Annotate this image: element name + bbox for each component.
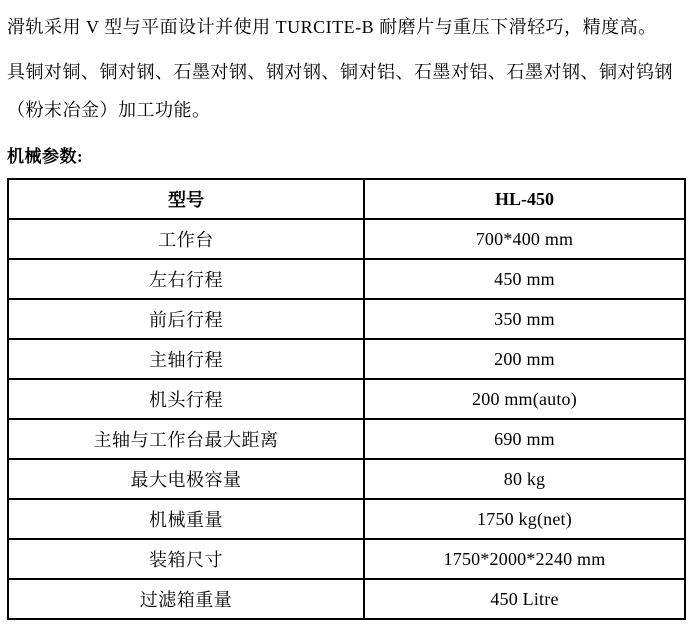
intro-paragraph-slide-rail: 滑轨采用 V 型与平面设计并使用 TURCITE-B 耐磨片与重压下滑轻巧，精度高。 (7, 17, 657, 37)
table-row (8, 419, 685, 459)
param-cell: 最大电极容量 (8, 459, 364, 499)
value-cell: 450 Litre (364, 579, 685, 619)
table-row (8, 219, 685, 259)
table-row (8, 379, 685, 419)
table-row (8, 299, 685, 339)
value-cell: 700*400 mm (364, 219, 685, 259)
spec-table (7, 178, 686, 620)
table-row (8, 459, 685, 499)
value-cell: 350 mm (364, 299, 685, 339)
intro-paragraph-materials: 具铜对铜、铜对钢、石墨对钢、钢对钢、铜对铝、石墨对铝、石墨对钢、铜对钨钢（粉末冶金）加工功能。 (7, 62, 673, 120)
param-cell: 主轴与工作台最大距离 (8, 419, 364, 459)
value-cell: 690 mm (364, 419, 685, 459)
param-cell: 机械重量 (8, 499, 364, 539)
param-cell: 工作台 (8, 219, 364, 259)
table-header-row (8, 179, 685, 219)
table-row (8, 539, 685, 579)
value-cell: 450 mm (364, 259, 685, 299)
param-cell: 左右行程 (8, 259, 364, 299)
param-cell: 前后行程 (8, 299, 364, 339)
value-cell: 200 mm(auto) (364, 379, 685, 419)
header-cell-model-label: 型号 (8, 179, 364, 219)
param-cell: 主轴行程 (8, 339, 364, 379)
table-row (8, 499, 685, 539)
param-cell: 装箱尺寸 (8, 539, 364, 579)
value-cell: 1750*2000*2240 mm (364, 539, 685, 579)
value-cell: 1750 kg(net) (364, 499, 685, 539)
table-row (8, 339, 685, 379)
value-cell: 200 mm (364, 339, 685, 379)
param-cell: 机头行程 (8, 379, 364, 419)
header-cell-model-value: HL-450 (364, 179, 685, 219)
section-heading-machine-parameters: 机械参数: (7, 147, 84, 166)
param-cell: 过滤箱重量 (8, 579, 364, 619)
value-cell: 80 kg (364, 459, 685, 499)
table-row (8, 579, 685, 619)
table-row (8, 259, 685, 299)
